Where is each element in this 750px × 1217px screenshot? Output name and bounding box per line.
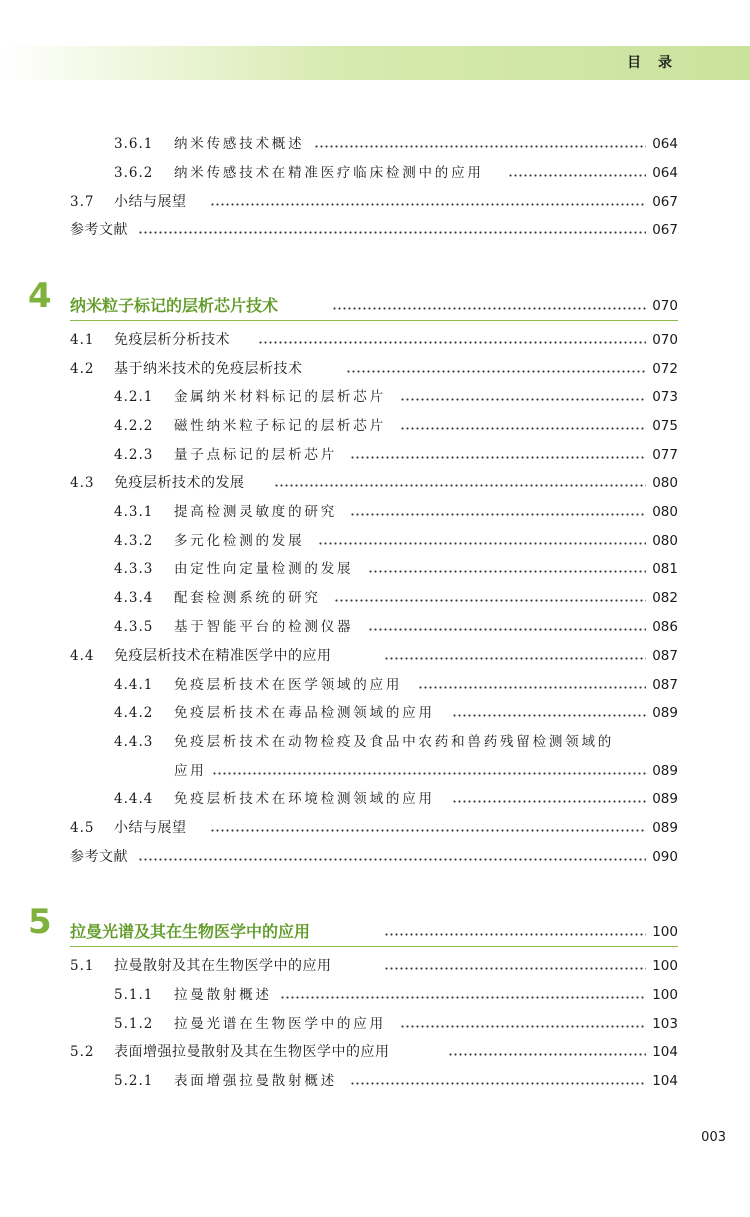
- toc-entry-4-4-1[interactable]: [0, 673, 750, 697]
- toc-entry-number: 4.3.4: [114, 590, 154, 606]
- toc-entry-number: 4.4.2: [114, 705, 154, 721]
- toc-entry-number: 4.4: [70, 648, 95, 664]
- chapter-title: 拉曼光谱及其在生物医学中的应用: [70, 922, 311, 941]
- toc-entry-3-6-1[interactable]: [0, 132, 750, 156]
- toc-entry-4-3-2[interactable]: [0, 529, 750, 553]
- toc-entry-page: 087: [652, 648, 678, 664]
- toc-entry-number: 4.5: [70, 820, 95, 836]
- toc-entry-references-4[interactable]: [0, 845, 750, 869]
- toc-entry-title: 免疫层析技术在毒品检测领域的应用: [174, 705, 435, 721]
- toc-entry-4-2-2[interactable]: [0, 414, 750, 438]
- toc-entry-title: 免疫层析分析技术: [114, 332, 230, 348]
- toc-leader-dots: [280, 996, 646, 999]
- toc-leader-dots: [346, 370, 646, 373]
- toc-entry-number: 4.3: [70, 475, 95, 491]
- toc-entry-page: 064: [652, 136, 678, 152]
- toc-leader-dots: [258, 341, 646, 344]
- toc-chapter-4[interactable]: [0, 276, 750, 318]
- toc-entry-title: 纳米传感技术概述: [174, 136, 305, 152]
- toc-entry-title: 基于纳米技术的免疫层析技术: [114, 361, 303, 377]
- toc-entry-number: 4.3.3: [114, 561, 154, 577]
- toc-entry-title: 纳米传感技术在精准医疗临床检测中的应用: [174, 165, 484, 181]
- toc-leader-dots: [508, 174, 646, 177]
- toc-entry-4-3-3[interactable]: [0, 557, 750, 581]
- toc-entry-title: 小结与展望: [114, 820, 187, 836]
- toc-entry-number: 5.1.1: [114, 987, 154, 1003]
- toc-entry-page: 080: [652, 475, 678, 491]
- toc-leader-dots: [368, 628, 646, 631]
- toc-leader-dots: [350, 456, 646, 459]
- toc-entry-4-4-3[interactable]: [0, 730, 750, 754]
- toc-entry-4-1[interactable]: [0, 328, 750, 352]
- toc-entry-page: 087: [652, 677, 678, 693]
- toc-entry-page: 104: [652, 1044, 678, 1060]
- toc-entry-page: 089: [652, 791, 678, 807]
- toc-entry-number: 4.3.1: [114, 504, 154, 520]
- toc-entry-4-4[interactable]: [0, 644, 750, 668]
- toc-entry-title-continuation: 应用: [174, 763, 207, 779]
- toc-entry-number: 4.4.1: [114, 677, 154, 693]
- toc-entry-page: 072: [652, 361, 678, 377]
- toc-entry-page: 089: [652, 705, 678, 721]
- toc-entry-title: 免疫层析技术在环境检测领域的应用: [174, 791, 435, 807]
- toc-entry-title: 参考文献: [70, 222, 128, 238]
- toc-entry-number: 4.2.1: [114, 389, 154, 405]
- chapter-rule: [70, 946, 678, 947]
- toc-entry-title: 参考文献: [70, 849, 128, 865]
- toc-leader-dots: [314, 145, 646, 148]
- toc-entry-number: 5.1.2: [114, 1016, 154, 1032]
- toc-entry-title: 基于智能平台的检测仪器: [174, 619, 354, 635]
- toc-entry-number: 3.6.2: [114, 165, 154, 181]
- toc-leader-dots: [318, 542, 646, 545]
- chapter-rule: [70, 320, 678, 321]
- toc-entry-number: 5.1: [70, 958, 95, 974]
- toc-leader-dots: [210, 203, 646, 206]
- toc-entry-title: 拉曼散射概述: [174, 987, 272, 1003]
- toc-leader-dots: [384, 657, 646, 660]
- toc-entry-page: 067: [652, 194, 678, 210]
- toc-entry-5-2-1[interactable]: [0, 1069, 750, 1093]
- toc-entry-number: 4.3.2: [114, 533, 154, 549]
- toc-entry-number: 3.7: [70, 194, 95, 210]
- toc-leader-dots: [452, 714, 646, 717]
- toc-leader-dots: [384, 967, 646, 970]
- toc-entry-title: 表面增强拉曼散射概述: [174, 1073, 337, 1089]
- toc-entry-title: 表面增强拉曼散射及其在生物医学中的应用: [114, 1044, 390, 1060]
- toc-entry-page: 082: [652, 590, 678, 606]
- toc-entry-number: 4.2.3: [114, 447, 154, 463]
- toc-entry-3-7[interactable]: [0, 190, 750, 214]
- toc-leader-dots: [274, 484, 646, 487]
- toc-entry-title: 金属纳米材料标记的层析芯片: [174, 389, 386, 405]
- toc-entry-title: 免疫层析技术在医学领域的应用: [174, 677, 403, 693]
- toc-entry-5-2[interactable]: [0, 1040, 750, 1064]
- toc-entry-number: 4.1: [70, 332, 95, 348]
- toc-entry-page: 103: [652, 1016, 678, 1032]
- toc-entry-number: 4.2.2: [114, 418, 154, 434]
- toc-leader-dots: [332, 307, 646, 310]
- toc-entry-4-4-4[interactable]: [0, 787, 750, 811]
- toc-entry-page: 080: [652, 533, 678, 549]
- toc-entry-references-3[interactable]: [0, 218, 750, 242]
- header-title: 目 录: [627, 55, 678, 71]
- toc-entry-title: 多元化检测的发展: [174, 533, 305, 549]
- toc-entry-4-4-3-continued[interactable]: [0, 759, 750, 783]
- page-number: 003: [701, 1130, 726, 1145]
- toc-entry-4-3-4[interactable]: [0, 586, 750, 610]
- chapter-number: 5: [28, 902, 52, 942]
- toc-entry-page: 089: [652, 820, 678, 836]
- toc-entry-number: 4.4.4: [114, 791, 154, 807]
- toc-leader-dots: [400, 398, 646, 401]
- toc-entry-title: 拉曼光谱在生物医学中的应用: [174, 1016, 386, 1032]
- toc-entry-title: 提高检测灵敏度的研究: [174, 504, 337, 520]
- toc-entry-number: 4.4.3: [114, 734, 154, 750]
- toc-leader-dots: [418, 686, 646, 689]
- toc-entry-number: 4.3.5: [114, 619, 154, 635]
- chapter-title: 纳米粒子标记的层析芯片技术: [70, 296, 279, 315]
- toc-entry-page: 073: [652, 389, 678, 405]
- toc-entry-title: 免疫层析技术在动物检疫及食品中农药和兽药残留检测领域的: [174, 734, 615, 750]
- toc-entry-page: 064: [652, 165, 678, 181]
- toc-entry-title: 磁性纳米粒子标记的层析芯片: [174, 418, 386, 434]
- toc-entry-5-1-2[interactable]: [0, 1012, 750, 1036]
- toc-leader-dots: [400, 427, 646, 430]
- toc-entry-title: 配套检测系统的研究: [174, 590, 321, 606]
- toc-entry-title: 小结与展望: [114, 194, 187, 210]
- toc-leader-dots: [212, 772, 646, 775]
- toc-leader-dots: [400, 1025, 646, 1028]
- toc-entry-page: 077: [652, 447, 678, 463]
- toc-entry-page: 081: [652, 561, 678, 577]
- toc-entry-page: 070: [652, 298, 678, 314]
- toc-leader-dots: [138, 231, 646, 234]
- toc-entry-number: 3.6.1: [114, 136, 154, 152]
- toc-entry-3-6-2[interactable]: [0, 161, 750, 185]
- toc-entry-title: 拉曼散射及其在生物医学中的应用: [114, 958, 332, 974]
- toc-entry-page: 089: [652, 763, 678, 779]
- toc-leader-dots: [350, 1082, 646, 1085]
- toc-leader-dots: [452, 800, 646, 803]
- toc-leader-dots: [384, 933, 646, 936]
- toc-entry-4-5[interactable]: [0, 816, 750, 840]
- toc-entry-page: 070: [652, 332, 678, 348]
- header-band: [0, 46, 750, 80]
- toc-entry-4-3[interactable]: [0, 471, 750, 495]
- toc-leader-dots: [210, 829, 646, 832]
- toc-leader-dots: [334, 599, 646, 602]
- toc-entry-page: 080: [652, 504, 678, 520]
- toc-entry-page: 075: [652, 418, 678, 434]
- toc-entry-page: 100: [652, 958, 678, 974]
- chapter-number: 4: [28, 276, 52, 316]
- toc-leader-dots: [448, 1053, 646, 1056]
- toc-entry-title: 由定性向定量检测的发展: [174, 561, 354, 577]
- toc-entry-page: 100: [652, 987, 678, 1003]
- toc-entry-page: 104: [652, 1073, 678, 1089]
- toc-entry-title: 免疫层析技术的发展: [114, 475, 245, 491]
- toc-entry-page: 067: [652, 222, 678, 238]
- toc-entry-4-4-2[interactable]: [0, 701, 750, 725]
- toc-entry-page: 090: [652, 849, 678, 865]
- toc-entry-page: 086: [652, 619, 678, 635]
- toc-entry-page: 100: [652, 924, 678, 940]
- toc-entry-5-1[interactable]: [0, 954, 750, 978]
- toc-entry-4-2-3[interactable]: [0, 443, 750, 467]
- toc-entry-number: 5.2.1: [114, 1073, 154, 1089]
- toc-entry-4-2-1[interactable]: [0, 385, 750, 409]
- toc-entry-4-3-5[interactable]: [0, 615, 750, 639]
- toc-entry-4-3-1[interactable]: [0, 500, 750, 524]
- toc-entry-number: 4.2: [70, 361, 95, 377]
- toc-entry-5-1-1[interactable]: [0, 983, 750, 1007]
- toc-leader-dots: [350, 513, 646, 516]
- toc-entry-4-2[interactable]: [0, 357, 750, 381]
- toc-leader-dots: [368, 570, 646, 573]
- toc-entry-title: 量子点标记的层析芯片: [174, 447, 337, 463]
- toc-entry-title: 免疫层析技术在精准医学中的应用: [114, 648, 332, 664]
- toc-entry-number: 5.2: [70, 1044, 95, 1060]
- toc-chapter-5[interactable]: [0, 902, 750, 944]
- toc-leader-dots: [138, 858, 646, 861]
